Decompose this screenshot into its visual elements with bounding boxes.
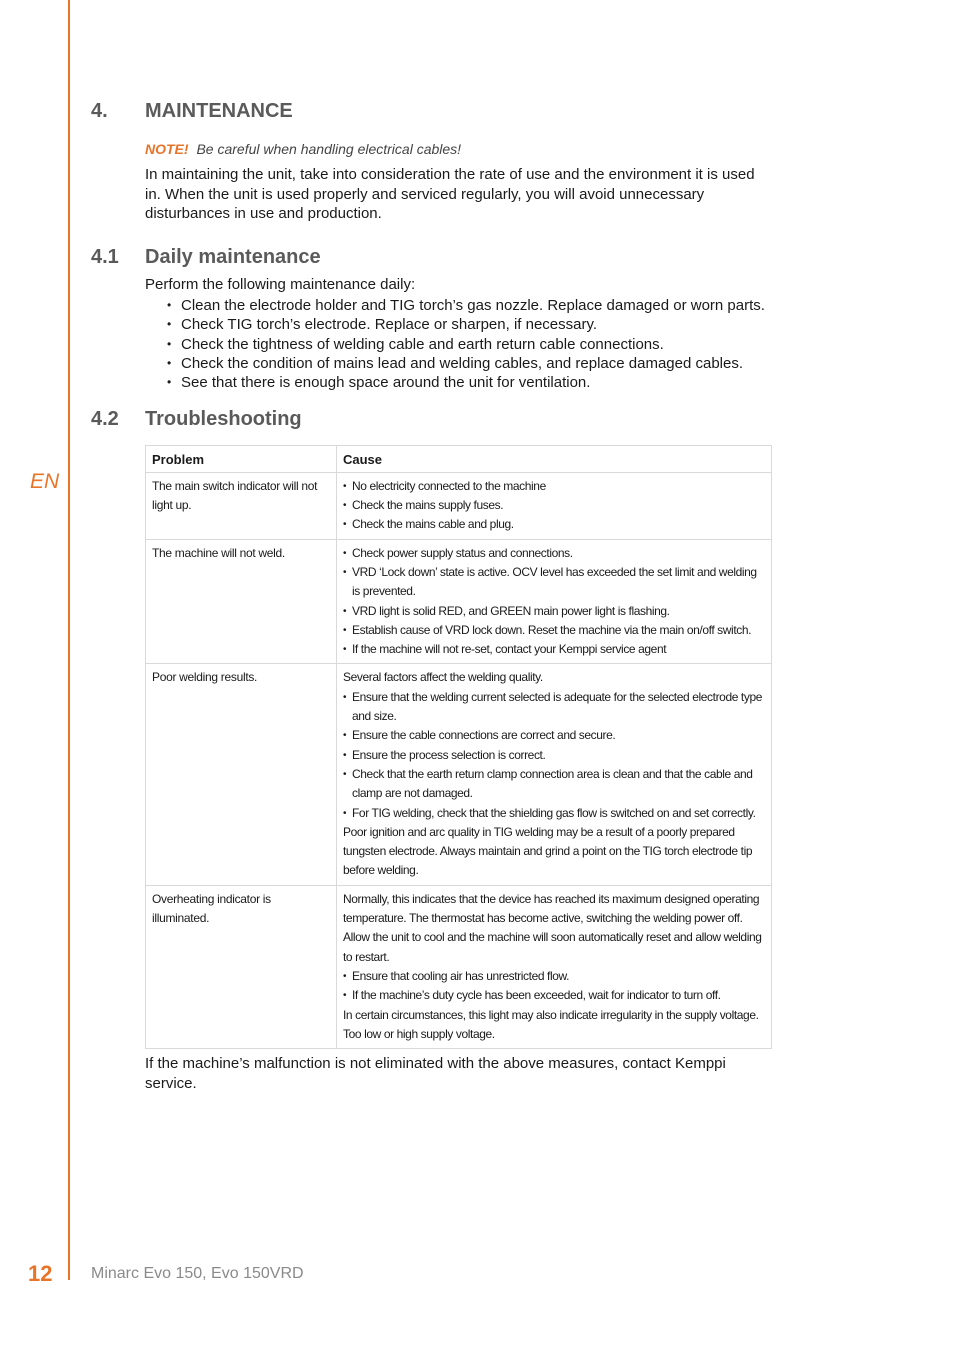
cause-outro: In certain circumstances, this light may also indicate irregularity in the supply voltage. Too low or high supply voltage. (343, 1007, 759, 1041)
cause-list (343, 688, 765, 823)
cause-item: • No electricity connected to the machine (343, 477, 765, 496)
intro-paragraph: In maintaining the unit, take into consideration the rate of use and the environment it is used in. When the unit is used properly and serviced regularly, you will avoid unnecessary disturbances in use and production. (145, 166, 755, 222)
cause-item: • If the machine will not re-set, contact your Kemppi service agent (343, 640, 765, 659)
daily-list (145, 296, 781, 392)
cause-cell (337, 885, 772, 1048)
troubleshooting-heading (91, 408, 781, 431)
cause-cell (337, 539, 772, 664)
daily-heading (91, 246, 781, 269)
cause-list (343, 544, 765, 660)
list-item: • See that there is enough space around the unit for ventilation. (145, 373, 781, 392)
cause-intro: Normally, this indicates that the device has reached its maximum designed operating temperature. The thermostat has become active, switching the welding power off. Allow the unit to cool and the machine will soon automatically reset and allow welding to restart. (343, 891, 762, 964)
cause-item: • Check that the earth return clamp connection area is clean and that the cable and clamp are not damaged. (343, 765, 765, 804)
table-row (146, 539, 772, 664)
problem-cell: The machine will not weld. (146, 539, 337, 664)
section-number: 4. (91, 100, 108, 122)
cause-list (343, 477, 765, 535)
cause-item: • VRD ‘Lock down’ state is active. OCV level has exceeded the set limit and welding is prevented. (343, 563, 765, 602)
table-row (146, 664, 772, 885)
cause-item: • VRD light is solid RED, and GREEN main power light is flashing. (343, 602, 765, 621)
cause-item: • Establish cause of VRD lock down. Reset the machine via the main on/off switch. (343, 621, 765, 640)
column-header-cause: Cause (337, 446, 772, 472)
cause-outro: Poor ignition and arc quality in TIG welding may be a result of a poorly prepared tungsten electrode. Always maintain and grind a point on the TIG torch electrode tip before welding. (343, 824, 753, 878)
cause-cell (337, 472, 772, 539)
document-body (91, 100, 781, 1093)
cause-item: • Ensure that cooling air has unrestricted flow. (343, 967, 765, 986)
cause-item: • For TIG welding, check that the shielding gas flow is switched on and set correctly. (343, 804, 765, 823)
cause-item: • Ensure the process selection is correct. (343, 746, 765, 765)
closing-paragraph: If the machine’s malfunction is not eliminated with the above measures, contact Kemppi service. (145, 1055, 726, 1092)
table-row (146, 885, 772, 1048)
list-item: • Check the condition of mains lead and welding cables, and replace damaged cables. (145, 354, 781, 373)
note-text: Be careful when handling electrical cables! (196, 141, 462, 157)
cause-item: • Ensure the cable connections are correct and secure. (343, 726, 765, 745)
cause-item: • Check the mains cable and plug. (343, 515, 765, 534)
problem-cell: Poor welding results. (146, 664, 337, 885)
problem-cell: Overheating indicator is illuminated. (146, 885, 337, 1048)
margin-rule (68, 0, 70, 1280)
footer-product-name: Minarc Evo 150, Evo 150VRD (91, 1265, 304, 1282)
cause-item: • Ensure that the welding current selected is adequate for the selected electrode type and size. (343, 688, 765, 727)
section-heading (91, 100, 781, 123)
cause-item: • Check power supply status and connections. (343, 544, 765, 563)
daily-lead: Perform the following maintenance daily: (145, 275, 416, 293)
daily-title: Daily maintenance (145, 245, 321, 268)
page-number: 12 (28, 1261, 53, 1286)
table-header-row (146, 446, 772, 472)
troubleshooting-title: Troubleshooting (145, 408, 302, 431)
daily-number: 4.1 (91, 245, 119, 268)
safety-note (145, 141, 781, 157)
cause-item: • If the machine’s duty cycle has been exceeded, wait for indicator to turn off. (343, 986, 765, 1005)
list-item: • Check TIG torch’s electrode. Replace or sharpen, if necessary. (145, 315, 781, 334)
cause-cell (337, 664, 772, 885)
cause-intro: Several factors affect the welding quality. (343, 670, 543, 685)
note-tag: NOTE! (145, 141, 189, 157)
troubleshooting-number: 4.2 (91, 408, 119, 431)
list-item: • Clean the electrode holder and TIG torch’s gas nozzle. Replace damaged or worn parts. (145, 296, 781, 315)
list-item: • Check the tightness of welding cable and earth return cable connections. (145, 335, 781, 354)
problem-cell: The main switch indicator will not light up. (146, 472, 337, 539)
cause-list (343, 967, 765, 1006)
section-title: MAINTENANCE (145, 100, 293, 122)
cause-item: • Check the mains supply fuses. (343, 496, 765, 515)
language-tag: EN (30, 470, 60, 493)
troubleshooting-table (145, 445, 772, 1049)
table-row (146, 472, 772, 539)
column-header-problem: Problem (146, 446, 337, 472)
